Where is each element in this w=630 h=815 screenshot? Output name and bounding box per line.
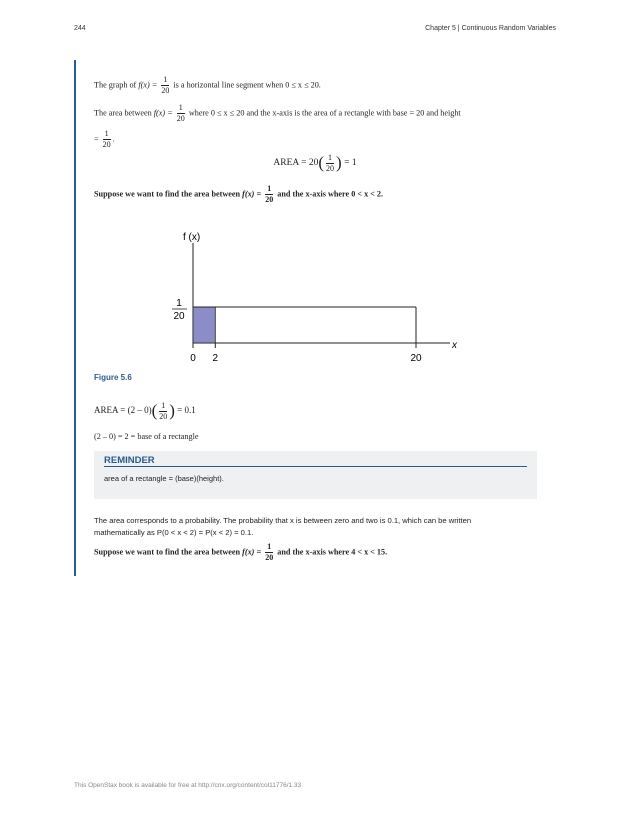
equation-total-area: AREA = 20( $\frac{1}{20}$ ) = 1 bbox=[273, 152, 357, 173]
page-number: 244 bbox=[74, 25, 86, 32]
height-label-numerator: 1 bbox=[176, 298, 182, 309]
paragraph-probability-line2: mathematically as P(0 < x < 2) = P(x < 2) = 0.1. bbox=[94, 528, 254, 537]
paragraph-graph-description: The graph of f(x) = $\frac{1}{20}$ is a horizontal line segment when 0 ≤ x ≤ 20. bbox=[94, 75, 321, 95]
x-tick-label-2: 2 bbox=[212, 353, 219, 364]
paragraph-area-height: = $\frac{1}{20}$ . bbox=[94, 129, 115, 149]
fraction: $\frac{1}{20}$ bbox=[161, 75, 170, 95]
question-area-0-2: Suppose we want to find the area between f(x) = $\frac{1}{20}$ and the x-axis where 0 < x < 2. bbox=[94, 184, 384, 204]
example-side-bar bbox=[74, 60, 76, 576]
x-tick-label-20: 20 bbox=[410, 353, 422, 364]
paragraph-probability-line1: The area corresponds to a probability. The probability that x is between zero and two is 0.1, which can be written bbox=[94, 516, 472, 525]
paragraph-area-description: The area between f(x) = $\frac{1}{20}$ where 0 ≤ x ≤ 20 and the x-axis is the area of a rectangle with base = 20 and height bbox=[94, 103, 461, 123]
footer-note: This OpenStax book is available for free at http://cnx.org/content/col11776/1.33 bbox=[74, 782, 302, 789]
shaded-area-0-2 bbox=[193, 307, 215, 343]
question-area-4-15: Suppose we want to find the area between f(x) = $\frac{1}{20}$ and the x-axis where 4 < x < 15. bbox=[94, 542, 388, 562]
reminder-box bbox=[94, 451, 537, 499]
reminder-text: area of a rectangle = (base)(height). bbox=[104, 474, 224, 483]
equation-area-0-2: AREA = (2 – 0)( $\frac{1}{20}$ ) = 0.1 bbox=[94, 400, 196, 421]
fraction: $\frac{1}{20}$ bbox=[176, 103, 185, 123]
y-axis-label: f (x) bbox=[183, 232, 201, 243]
figure-caption: Figure 5.6 bbox=[94, 373, 132, 382]
fraction: $\frac{1}{20}$ bbox=[102, 129, 111, 149]
chapter-title: Chapter 5 | Continuous Random Variables bbox=[425, 25, 556, 32]
x-tick-label-0: 0 bbox=[190, 353, 196, 364]
reminder-title: REMINDER bbox=[104, 455, 155, 466]
equation-base: (2 – 0) = 2 = base of a rectangle bbox=[94, 432, 199, 441]
uniform-area-chart bbox=[160, 225, 470, 370]
x-axis-label: x bbox=[452, 340, 457, 351]
reminder-divider bbox=[104, 466, 527, 467]
height-label-denominator: 20 bbox=[173, 311, 185, 322]
